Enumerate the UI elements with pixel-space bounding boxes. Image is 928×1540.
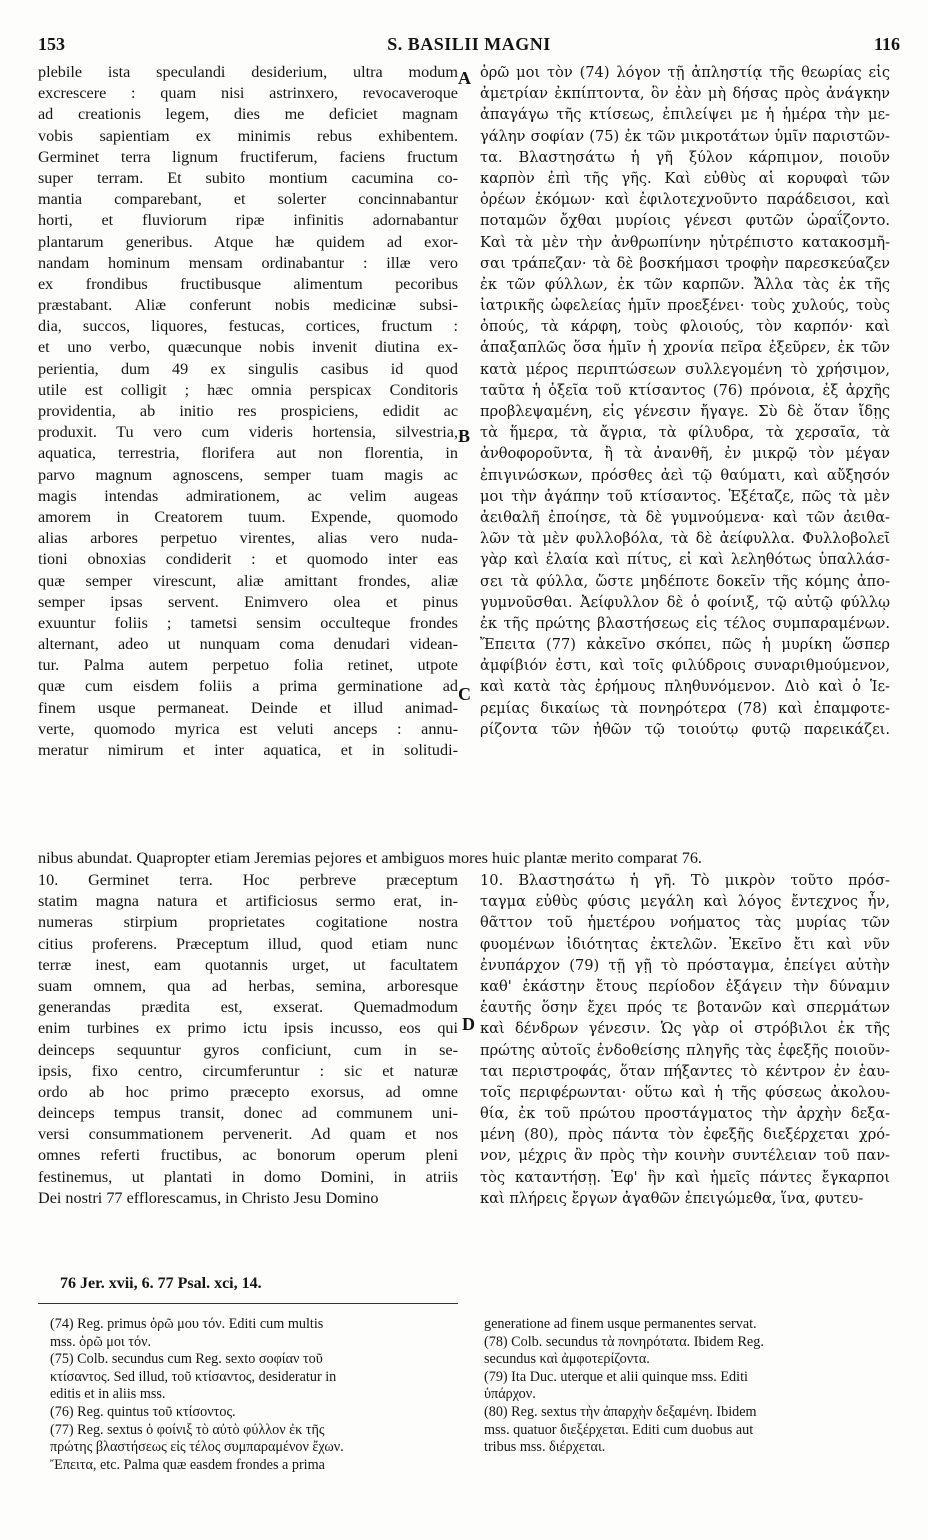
margin-letter-a: A [458, 68, 471, 88]
latin-text-line: ad creationis legem, dies me deficiet magnam [38, 105, 458, 124]
latin-text-line: enim turbines ex primo ictu ipsis incusso, eos qui [38, 1019, 458, 1038]
greek-text-line: ἐνυπάρχον (79) τῇ γῇ τὸ πρόσταγμα, ἐπείγει αὐτὴν [480, 956, 890, 974]
latin-text-line: statim magna natura et artificiosus sermo erat, in- [38, 892, 458, 911]
greek-text-line: νον, μέχρις ἂν πρὸς τὴν κοινὴν συντέλειαν τοῦ παν- [480, 1147, 890, 1165]
latin-text-line: perientia, dum 49 ex singulis casibus id quod [38, 359, 458, 378]
latin-text-line: Dei nostri 77 efflorescamus, in Christo Jesu Domino [38, 1188, 379, 1207]
greek-text-line: ἀμφίβιόν ἐστι, καὶ τοῖς φιλύδροις συναριθμούμενον, [480, 657, 890, 675]
latin-text-line: excrescere : quam nisi astrinxero, revocaveroque [38, 84, 458, 103]
greek-text-line: ὀπούς, τὰ κάρφη, τοὺς φλοιούς, τὸν καρπόν· καὶ [480, 318, 890, 336]
latin-text-line: præstabant. Aliæ conferunt nobis medicinæ subsi- [38, 296, 458, 315]
spanning-line: nibus abundat. Quapropter etiam Jeremias pejores et ambiguos mores huic plantæ merito comparat 76. [38, 849, 702, 867]
latin-text-line: exuuntur foliis ; tametsi sensim occulteque frondes [38, 613, 458, 632]
greek-text-line: θᾶττον τοῦ ἡμετέρου νοήματος τὰς μυρίας τῶν [480, 914, 890, 932]
greek-text-line: λῶν τὰ μὲν φυλλοβόλα, τὰ δὲ ἀείφυλλα. Φυλλοβολεῖ [480, 530, 890, 548]
greek-text-line: ἀπαγάγω τῆς κτίσεως, ἐπιλείψει με ἡ ἡμέρα τὴν με- [480, 106, 890, 124]
footnote-line: (76) Reg. quintus τοῦ κτίσοντος. [50, 1403, 236, 1420]
latin-text-line: aquatica, terrestria, florifera aut non florentia, in [38, 444, 458, 463]
greek-text-line: ἐπιγινώσκων, πρόσθες ἀεὶ τῷ θαύματι, καὶ αὔξησόν [480, 466, 890, 484]
footnote-line: (78) Colb. secundus τὰ πονηρότατα. Ibidem Reg. [484, 1333, 764, 1350]
greek-text-line: ται περιστροφάς, ὅταν πήξαντες τὸ κέντρον ἐν ἑαυ- [480, 1062, 890, 1080]
greek-text-line: φυομένων ἰδιότητας ἐκτελῶν. Ἐκεῖνο ἔτι καὶ νῦν [480, 935, 890, 953]
footnote-divider [38, 1303, 458, 1304]
greek-text-line: ἀμετρίαν ἐκπίπτοντα, ὃν ἐὰν μὴ δήσας πρὸς ἀνάγκην [480, 85, 890, 103]
footnote-line: generatione ad finem usque permanentes servat. [484, 1316, 757, 1332]
latin-text-line: meratur nimirum et inter aquatica, et in solitudi- [38, 741, 458, 759]
greek-text-line: τὸς καταντήσῃ. Ἐφ' ἣν καὶ ἡμεῖς πάντες ἔγκαρποι [480, 1168, 890, 1186]
footnote-line: editis et in aliis mss. [50, 1386, 166, 1403]
footnote-line: (77) Reg. sextus ὁ φοίνιξ τὸ αὐτὸ φύλλον ἐκ τῆς [50, 1421, 325, 1438]
greek-text-line: ταγμα εὐθὺς φύσις μεγάλη καὶ λόγος ἔντεχνος ἦν, [480, 893, 890, 911]
column-number-left: 153 [38, 34, 65, 54]
latin-text-line: providentia, ab initio res prospiciens, edidit ac [38, 402, 458, 420]
footnote-line: ὑπάρχον. [484, 1386, 536, 1403]
latin-text-line: dia, succos, liquores, festucas, cortices, fructum : [38, 317, 458, 336]
greek-text-line: γὰρ καὶ ἐλαία καὶ πίτυς, εἰ καὶ λεληθότως ὑπαλλάσ- [480, 551, 890, 569]
latin-text-line: ordo ab hoc primo præcepto exorsus, ad omne [38, 1082, 458, 1101]
latin-text-line: tioni obnoxias condiderit : et quomodo inter eas [38, 550, 458, 569]
latin-text-line: quæ cum eisdem foliis a prima germinatione ad [38, 677, 458, 696]
footnote-line: (75) Colb. secundus cum Reg. sexto σοφίαν τοῦ [50, 1351, 323, 1368]
latin-text-line: 10. Germinet terra. Hoc perbreve præceptum [38, 871, 458, 889]
greek-text-line: τὰ ἥμερα, τὰ ἄγρια, τὰ φίλυδρα, τὰ χερσαῖα, τὰ [480, 424, 890, 442]
greek-text-line: γυμνοῦσθαι. Ἀείφυλλον δὲ ὁ φοίνιξ, τῷ αὐτῷ φύλλῳ [480, 593, 890, 611]
greek-text-line: θία, ἐκ τοῦ πρώτου προστάγματος τὴν ἀρχὴν δεξα- [480, 1105, 890, 1123]
latin-text-line: festinemus, ut plantati in domo Domini, in atriis [38, 1167, 458, 1186]
footnotes-left [50, 1316, 460, 1474]
page-number: 116 [873, 34, 900, 54]
latin-text-line: nandam hominum mensam ordinabantur : illæ vero [38, 253, 458, 272]
latin-text-line: suam omnem, qua ad herbas, semina, arboresque [38, 976, 458, 995]
footnote-line: (79) Ita Duc. uterque et alii quinque mss. Editi [484, 1368, 748, 1385]
greek-text-line: ρεμίας δικαίως τὰ πονηρότερα (78) καὶ ἐπαμφοτε- [480, 699, 890, 717]
footnote-line: (80) Reg. sextus τὴν ἀπαρχὴν δεξαμένη. Ibidem [484, 1403, 757, 1420]
latin-text-line: magis intendas admirationem, ac velim augeas [38, 486, 458, 505]
greek-text-line: κατὰ μέρος περιπτώσεων συλλεγομένη τὸ χρήσιμον, [480, 360, 890, 378]
greek-text-line: ἐκ τῆς πρώτης βλαστήσεως εἰς τέλος συμπαραμένων. [480, 614, 890, 632]
latin-text-line: generandas prædita est, exserat. Quemadmodum [38, 998, 458, 1017]
greek-text-line: γάλην σοφίαν (75) ἐκ τῶν μικροτάτων ὑμῖν παριστῶν- [480, 127, 890, 145]
greek-column-top [480, 62, 890, 740]
latin-text-line: versi consummationem pervenerit. Ad quam et nos [38, 1125, 458, 1144]
scripture-references: 76 Jer. xvii, 6. 77 Psal. xci, 14. [60, 1275, 262, 1292]
latin-text-line: numeras stirpium proprietates cogitatione nostra [38, 913, 458, 932]
latin-text-line: utile est colligit ; hæc omnia perspicax Conditoris [38, 380, 458, 399]
greek-text-line: προβλεψαμένη, εἰς γένεσιν ἤγαγε. Σὺ δὲ ὅταν ἴδῃς [480, 403, 890, 420]
greek-text-line: πρώτης αὐτοῖς ἐνδοθείσης πληγῆς τὰς ἐφεξῆς ποιοῦν- [480, 1041, 890, 1059]
greek-text-line: ρίζοντα τῶν ἠθῶν τῷ τοιούτῳ φυτῷ παρεικάζει. [480, 720, 890, 738]
margin-letter-c: C [458, 684, 471, 704]
latin-text-line: vobis sapientiam ex minimis rebus exhibentem. [38, 126, 458, 145]
greek-text-line: ὁρῶ μοι τὸν (74) λόγον τῇ ἀπληστίᾳ τῆς θεωρίας εἰς [480, 64, 890, 81]
greek-text-line: σει τὰ φύλλα, ὥστε μηδέποτε δοκεῖν τῆς κόμης ἀπο- [480, 572, 890, 590]
greek-text-line: τα. Βλαστησάτω ἡ γῆ ξύλον κάρπιμον, ποιοῦν [480, 148, 890, 166]
latin-text-line: super terram. Et subito montium cacumina co- [38, 168, 458, 187]
latin-text-line: plantarum generibus. Atque hæ quidem ad exor- [38, 232, 458, 251]
latin-text-line: tur. Palma autem perpetuo folia retinet, utpote [38, 656, 458, 675]
latin-text-line: alias arbores perpetuo virentes, alias vero nuda- [38, 529, 458, 548]
running-title: S. BASILII MAGNI [387, 34, 551, 54]
greek-text-line: Καὶ τὰ μὲν τὴν ἀνθρωπίνην ηὐτρέπιστο κατακοσμῆ- [480, 233, 890, 251]
greek-text-line: καὶ πλήρεις ἔργων ἀγαθῶν ἐπειγώμεθα, ἵνα, φυτευ- [480, 1189, 864, 1207]
greek-text-line: Ἔπειτα (77) κἀκεῖνο σκόπει, πῶς ἡ μυρίκη ὥσπερ [480, 636, 890, 654]
latin-text-line: deinceps sequuntur gyros conficiunt, cum in se- [38, 1040, 458, 1059]
latin-text-line: citius proferens. Præceptum illud, quod etiam nunc [38, 934, 458, 953]
greek-text-line: ἑαυτῆς ὅσην ἔχει πρός τε βοτανῶν καὶ σπερμάτων [480, 999, 890, 1017]
latin-text-line: finem usque permaneat. Deinde et illud animad- [38, 698, 458, 717]
greek-text-line: μοι τὴν ἀγάπην τοῦ κτίσαντος. Ἐξέταζε, πῶς τὰ μὲν [480, 487, 890, 505]
latin-text-line: semper ipsas servent. Enimvero olea et pinus [38, 592, 458, 611]
greek-text-line: ἰατρικῆς ὠφελείας ἡμῖν προεξένει· τοὺς χυλούς, τοὺς [480, 297, 890, 315]
footnote-line: secundus καὶ ἀμφοτερίζοντα. [484, 1351, 650, 1368]
greek-text-line: 10. Βλαστησάτω ἡ γῆ. Τὸ μικρὸν τοῦτο πρόσ- [480, 872, 890, 889]
greek-text-line: ἀνθοφοροῦντα, ἢ τὰ ἀνανθῆ, ἐν μικρῷ τὸν μέγαν [480, 445, 890, 463]
greek-column-bottom [480, 870, 890, 1209]
greek-text-line: καὶ δένδρων γένεσιν. Ὡς γὰρ οἱ στρόβιλοι ἐκ τῆς [480, 1020, 890, 1038]
latin-text-line: deinceps tempus transit, donec ad communem uni- [38, 1104, 458, 1123]
latin-column-top [38, 62, 458, 761]
latin-text-line: amorem in Creatorem tuum. Expende, quomodo [38, 507, 458, 526]
latin-text-line: terræ inest, eam quotannis urget, ut facultatem [38, 955, 458, 974]
footnote-line: mss. ὁρῶ μοι τόν. [50, 1333, 152, 1350]
greek-text-line: ἀειθαλῆ ἐποίησε, τὰ δὲ γυμνούμενα· καὶ τῶν ἀειθα- [480, 508, 890, 526]
greek-text-line: ταῦτα ἡ ὀξεῖα τοῦ κτίσαντος (76) πρόνοια, ἐξ ἀρχῆς [480, 381, 890, 399]
footnote-line: tribus mss. διέρχεται. [484, 1439, 606, 1456]
latin-text-line: verte, quomodo myrica est veluti anceps : annu- [38, 719, 458, 738]
greek-text-line: ποταμῶν ὄχθαι μυρίοις γένεσι φυτῶν ὡραΐζοντο. [480, 212, 890, 230]
footnote-line: πρώτης βλαστήσεως εἰς τέλος συμπαραμένον ἔχων. [50, 1439, 344, 1456]
latin-text-line: mantia comparebant, et solerter concinnabantur [38, 190, 458, 209]
footnote-line: Ἔπειτα, etc. Palma quæ easdem frondes a prima [50, 1456, 325, 1473]
footnote-line: mss. quatuor διεξέρχεται. Editi cum duobus aut [484, 1421, 754, 1438]
margin-letter-d: D [462, 1014, 475, 1034]
latin-text-line: plebile ista speculandi desiderium, ultra modum [38, 63, 458, 81]
greek-text-line: ἐκ τῶν φύλλων, ἐκ τῶν καρπῶν. Ἄλλα τὰς ἐκ τῆς [480, 275, 890, 293]
latin-text-line: produxit. Tu vero cum videris hortensia, silvestria, [38, 423, 458, 442]
footnote-line: (74) Reg. primus ὁρῶ μου τόν. Editi cum multis [50, 1316, 324, 1332]
latin-text-line: Germinet terra lignum fructiferum, faciens fructum [38, 147, 458, 166]
latin-text-line: ex frondibus fructibusque alimentum pecoribus [38, 274, 458, 293]
margin-letter-b: B [458, 426, 471, 446]
latin-text-line: et uno verbo, quæcunque nobis invenit diutina ex- [38, 338, 458, 357]
greek-text-line: μένη (80), πρὸς πάντα τὸν ἐφεξῆς διεξέρχεται χρό- [480, 1126, 890, 1144]
greek-text-line: ἁπαξαπλῶς ὅσα ἡμῖν ἡ χρονία πεῖρα ἐξεῦρεν, ἐκ τῶν [480, 339, 890, 357]
greek-text-line: καὶ κατὰ τὰς ἐρήμους πληθυνόμενον. Διὸ καὶ ὁ Ἱε- [480, 678, 890, 696]
running-header [38, 34, 900, 58]
greek-text-line: σαι τράπεζαν· τὰ δὲ βοσκήμασι τροφὴν παρεσκεύαζεν [480, 254, 890, 272]
greek-text-line: ὀρέων ἐκόμων· καὶ ἐφιλοτεχνοῦντο παράδεισοι, καὶ [480, 191, 890, 209]
greek-text-line: καθ' ἑκάστην ἔτους περίοδον ἐξάγειν τὴν δύναμιν [480, 977, 890, 995]
latin-text-line: parvo magnum agnoscens, semper tuam magis ac [38, 465, 458, 484]
greek-text-line: τοῖς περιφέρωνται· οὕτω καὶ ἡ τῆς φύσεως ἀκολου- [480, 1083, 890, 1101]
latin-text-line: ipsis, fixo centro, circumferuntur : sic et naturæ [38, 1061, 458, 1080]
latin-text-line: quæ semper virescunt, aliæ amittant frondes, aliæ [38, 571, 458, 590]
latin-text-line: alternant, adeo ut nunquam coma denudari videan- [38, 635, 458, 654]
latin-text-line: omnes referti fructibus, ac bonorum operum pleni [38, 1146, 458, 1165]
footnote-line: κτίσαντος. Sed illud, τοῦ κτίσαντος, desideratur in [50, 1368, 337, 1385]
latin-column-bottom [38, 870, 458, 1209]
footnotes-right [484, 1316, 894, 1457]
greek-text-line: καρπὸν ἐπὶ τῆς γῆς. Καὶ εὐθὺς αἱ κορυφαὶ τῶν [480, 169, 890, 187]
latin-text-line: horti, et fluviorum ripæ infinitis adornabantur [38, 211, 458, 230]
